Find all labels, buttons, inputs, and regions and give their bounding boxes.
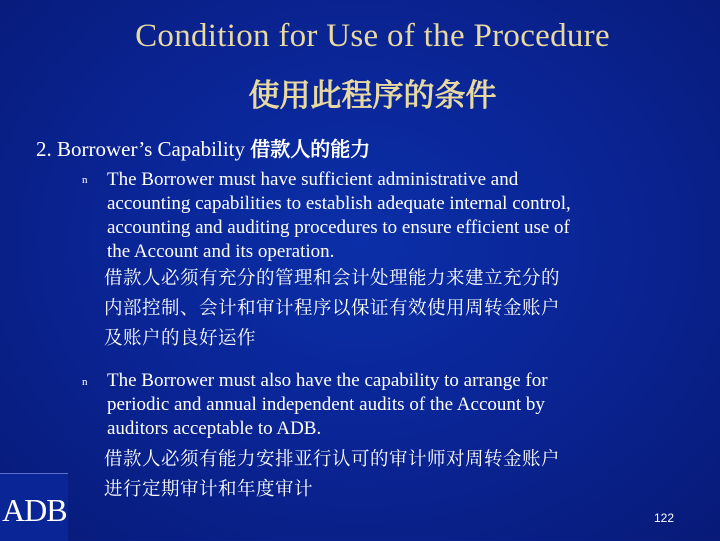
slide-title-chinese: 使用此程序的条件 (248, 78, 497, 114)
adb-logo (0, 473, 68, 541)
text-line: 及账户的良好运作 (104, 328, 257, 349)
bullet-2-english (107, 369, 692, 441)
bullet-1-chinese (104, 264, 694, 354)
text-line: 借款人必须有充分的管理和会计处理能力来建立充分的 (104, 268, 561, 289)
text-line: accounting capabilities to establish adequate internal control, (107, 193, 571, 214)
text-line: periodic and annual independent audits of the Account by (107, 394, 545, 415)
bullet-marker: n (82, 376, 88, 388)
text-line: the Account and its operation. (107, 241, 335, 262)
bullet-1-english (107, 168, 692, 264)
bullet-2-chinese (104, 445, 694, 505)
page-number: 122 (654, 511, 675, 525)
section-heading (36, 133, 370, 162)
text-line: 进行定期审计和年度审计 (104, 479, 314, 500)
slide-title-english: Condition for Use of the Procedure (135, 18, 610, 54)
text-line: The Borrower must have sufficient administrative and (107, 169, 519, 190)
text-line: 内部控制、会计和审计程序以保证有效使用周转金账户 (104, 298, 561, 319)
text-line: 借款人必须有能力安排亚行认可的审计师对周转金账户 (104, 449, 561, 470)
section-heading-english: 2. Borrower’s Capability (36, 137, 245, 161)
text-line: auditors acceptable to ADB. (107, 418, 322, 439)
section-heading-chinese: 借款人的能力 (250, 137, 371, 161)
bullet-marker: n (82, 174, 88, 186)
text-line: accounting and auditing procedures to ensure efficient use of (107, 217, 570, 238)
logo-text: ADB (2, 492, 67, 528)
text-line: The Borrower must also have the capability to arrange for (107, 370, 548, 391)
